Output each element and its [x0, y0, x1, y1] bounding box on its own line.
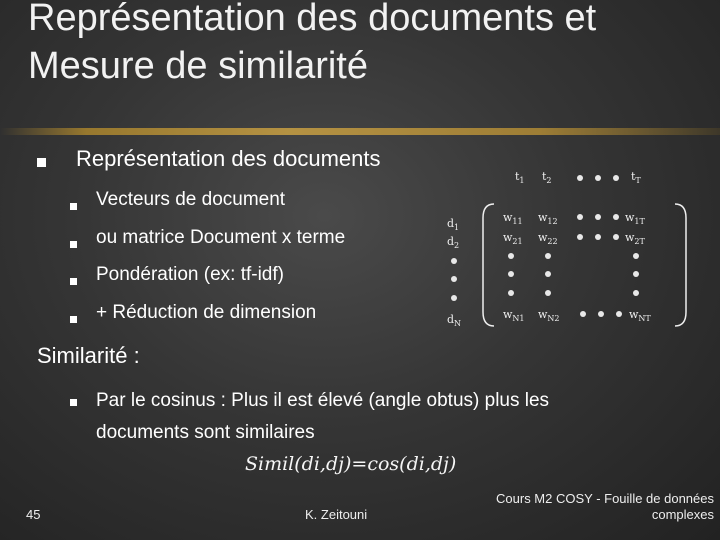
- ellipsis-dot: [580, 311, 586, 317]
- col-header-t2: $t_2$: [542, 170, 552, 186]
- row-header-d1: $d_1$: [447, 217, 460, 233]
- ellipsis-dot: [508, 290, 514, 296]
- sub-bullet-4: + Réduction de dimension: [96, 302, 317, 323]
- cell-w11: $w_{11}$: [503, 211, 523, 227]
- cell-w21: $w_{21}$: [503, 231, 523, 247]
- ellipsis-dot: [451, 276, 457, 282]
- similarity-bullet-line-2: documents sont similaires: [96, 422, 315, 443]
- footer-course-line-1: Cours M2 COSY - Fouille de données: [496, 491, 714, 506]
- ellipsis-dot: [595, 214, 601, 220]
- ellipsis-dot: [598, 311, 604, 317]
- similarity-heading: Similarité :: [37, 343, 140, 368]
- ellipsis-dot: [577, 175, 583, 181]
- title-line-1: Représentation des documents et: [28, 0, 597, 39]
- title-line-2: Mesure de similarité: [28, 45, 368, 87]
- row-header-dN: $d_N$: [447, 313, 462, 329]
- ellipsis-dot: [616, 311, 622, 317]
- ellipsis-dot: [633, 290, 639, 296]
- col-header-tT: $t_T$: [631, 170, 641, 186]
- ellipsis-dot: [545, 271, 551, 277]
- ellipsis-dot: [613, 214, 619, 220]
- ellipsis-dot: [613, 175, 619, 181]
- ellipsis-dot: [451, 295, 457, 301]
- cell-w1T: $w_{1T}$: [625, 211, 645, 227]
- cell-w2T: $w_{2T}$: [625, 231, 645, 247]
- cell-wNT: $w_{NT}$: [629, 308, 651, 324]
- sub-bullet-2: ou matrice Document x terme: [96, 227, 346, 248]
- cosine-formula: Simil(di,dj)=cos(di,dj): [245, 453, 457, 475]
- col-header-t1: $t_1$: [515, 170, 525, 186]
- sub-bullet-3: Pondération (ex: tf-idf): [96, 264, 284, 285]
- ellipsis-dot: [577, 234, 583, 240]
- footer-author: K. Zeitouni: [305, 507, 368, 522]
- row-header-d2: $d_2$: [447, 235, 460, 251]
- cell-w12: $w_{12}$: [538, 211, 558, 227]
- cell-wN2: $w_{N2}$: [538, 308, 560, 324]
- page-number: 45: [26, 507, 41, 522]
- ellipsis-dot: [613, 234, 619, 240]
- ellipsis-dot: [545, 290, 551, 296]
- ellipsis-dot: [633, 271, 639, 277]
- ellipsis-dot: [508, 271, 514, 277]
- ellipsis-dot: [633, 253, 639, 259]
- ellipsis-dot: [508, 253, 514, 259]
- cell-wN1: $w_{N1}$: [503, 308, 525, 324]
- ellipsis-dot: [577, 214, 583, 220]
- ellipsis-dot: [595, 175, 601, 181]
- bullet-main-text: Représentation des documents: [76, 146, 381, 171]
- sub-bullet-1: Vecteurs de document: [96, 189, 286, 210]
- cell-w22: $w_{22}$: [538, 231, 558, 247]
- ellipsis-dot: [545, 253, 551, 259]
- similarity-bullet-marker: [70, 393, 77, 411]
- ellipsis-dot: [451, 258, 457, 264]
- footer-course: [496, 491, 714, 523]
- similarity-bullet: [96, 385, 549, 449]
- similarity-bullet-line-1: Par le cosinus : Plus il est élevé (angle obtus) plus les: [96, 390, 550, 411]
- ellipsis-dot: [595, 234, 601, 240]
- footer-course-line-2: complexes: [651, 507, 714, 522]
